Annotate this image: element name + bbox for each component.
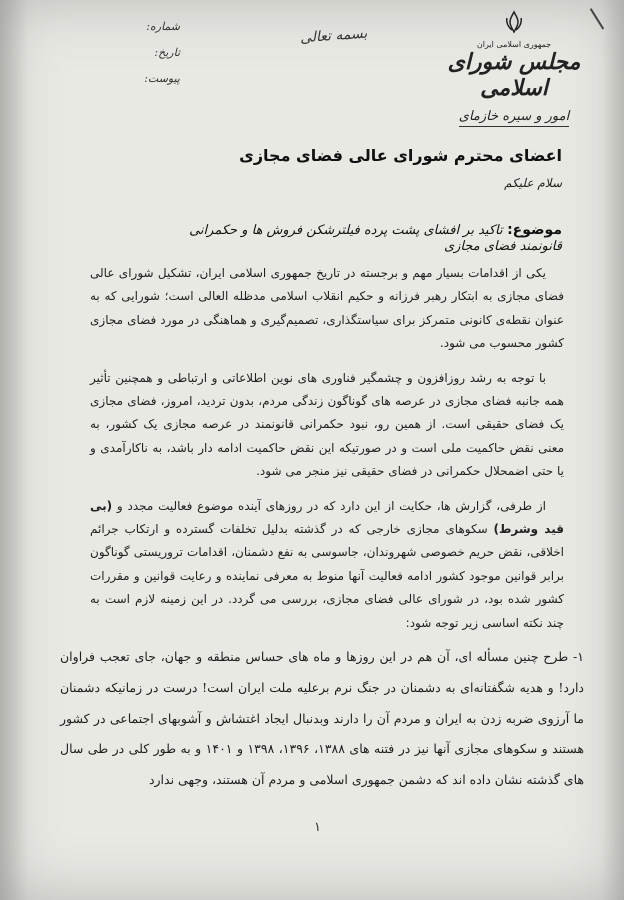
paragraph-3-rest: سکوهای مجازی خارجی که در گذشته بدلیل تخلفات گسترده و ارتکاب جرائم اخلاقی، نقض حریم خصوصی شهروندان، جاسوسی به نفع دشمنان، اقدامات تروریستی گوناگون برابر قوانین موجود کشور ادامه فعالیت آنها منوط به معرفی نماینده و رعایت قوانین و مقررات کشور شده بود، در شورای عالی فضای مجازی، بررسی می گردد. در این زمینه لازم است به چند نکته اساسی زیر توجه شود: (90, 522, 564, 630)
body-paragraph-3 (90, 495, 564, 635)
paragraph-3-emphasis: (بی قید وشرط) (90, 498, 564, 537)
body-paragraph-2: با توجه به رشد روزافزون و چشمگیر فناوری های نوین اطلاعاتی و ارتباطی و همچنین تأثیر همه جانبه فضای مجازی در عرصه های گوناگون زندگی مردم، بدون تردید، امروز، فضای مجازی یک فضای حقیقی است. از همین رو، نبود حکمرانی قانونمند در عرصه مجازی یک کشور، به معنی نقض حاکمیت ملی است و در صورتیکه این نقض حاکمیت ادامه دار باشد، به ناکارآمدی و یا حتی اضمحلال حکمرانی در فضای حقیقی نیز منجر می شود. (90, 370, 564, 479)
emblem-icon (502, 10, 526, 34)
numbered-item-1: ۱- طرح چنین مسأله ای، آن هم در این روزها و ماه های حساس منطقه و جهان، جای تعجب فراوان دارد! و هدیه شگفتانه‌ای به دشمنان در جنگ نرم برعلیه ملت ایران است! درست در زمانیکه دشمنان ما آرزوی ضربه زدن به ایران و مردم آن را دارند وبدنبال ایجاد اغتشاش و آشوبهای اجتماعی در کشور هستند و سکوهای مجازی آنها نیز در فتنه های ۱۳۸۸، ۱۳۹۶، ۱۳۹۸ و ۱۴۰۱ و به طور کلی در طی سال های گذشته نشان داده اند که دشمن جمهوری اسلامی و مردم آن هستند، وجهی ندارد (60, 649, 584, 788)
paragraph-3-start: از طرفی، گزارش ها، حکایت از این دارد که در روزهای آینده موضوع فعالیت مجدد و (116, 498, 546, 513)
salutation: سلام علیکم (504, 176, 562, 190)
org-name: مجلس شورای اسلامی (447, 49, 581, 101)
page-number: ۱ (314, 820, 321, 835)
meta-attachment-label: پیوست: (144, 72, 180, 85)
page-shadow (0, 0, 28, 900)
body-paragraph-1: یکی از اقدامات بسیار مهم و برجسته در تاریخ جمهوری اسلامی ایران، تشکیل شورای عالی فضای مجازی به ابتکار رهبر فرزانه و حکیم انقلاب اسلامی مدظله العالی است؛ شورایی که به عنوان نقطه‌ی کانونی متمرکز برای سیاستگذاری، تصمیم‌گیری و هماهنگی در مورد فضای مجازی کشور محسوب می شود. (90, 266, 564, 351)
subject-line (180, 222, 562, 254)
org-small-label: جمهوری اسلامی ایران (476, 40, 552, 49)
org-sub-name: امور و سیره خازمای (458, 109, 570, 124)
letter-meta (110, 14, 180, 92)
logo-divider (459, 126, 569, 127)
letterhead-logo (444, 10, 584, 127)
page-fold (602, 0, 624, 900)
subject-label: موضوع: (507, 222, 562, 238)
meta-number-label: شماره: (146, 20, 180, 33)
letter-body (90, 262, 564, 646)
subject-text: تاکید بر افشای پشت پرده فیلترشکن فروش ها و حکمرانی قانونمند فضای مجازی (189, 223, 562, 254)
meta-date-label: تاریخ: (154, 46, 180, 59)
recipient-heading: اعضای محترم شورای عالی فضای مجازی (239, 146, 562, 165)
bismillah-signature: بسمه تعالی (299, 25, 368, 47)
